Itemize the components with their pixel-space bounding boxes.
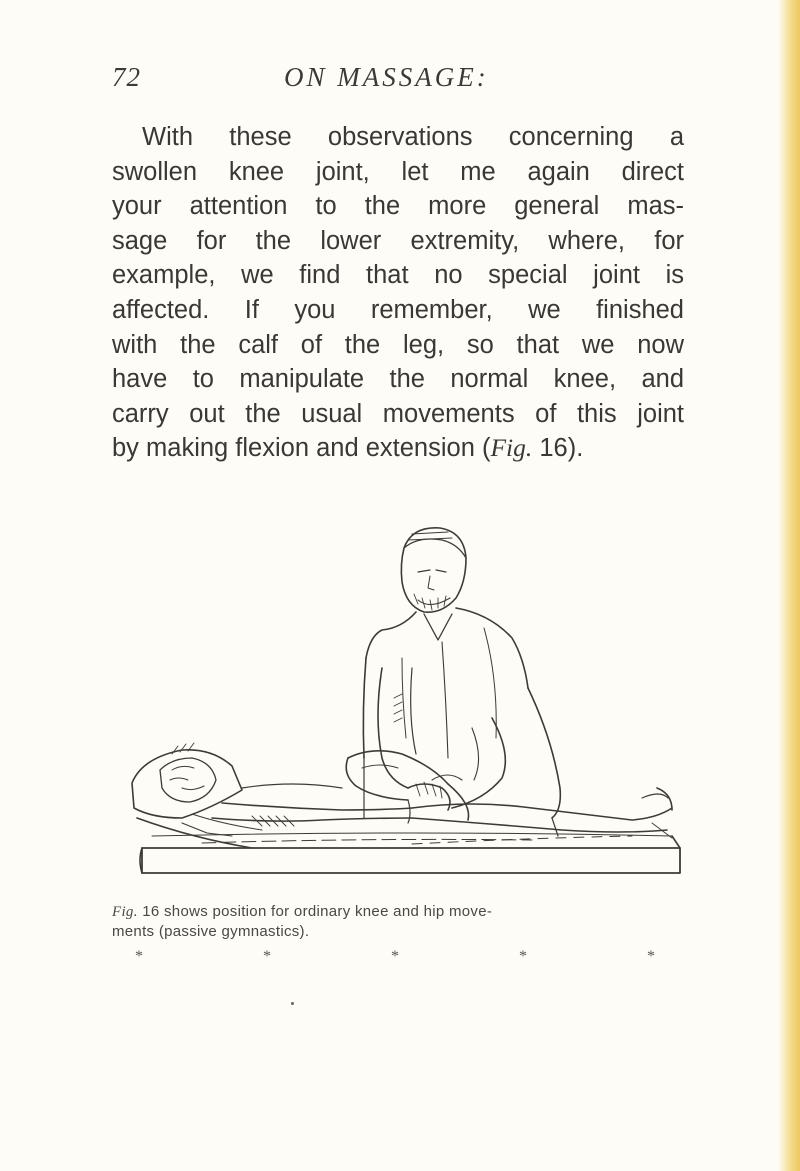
caption-label: Fig. [112, 904, 138, 920]
running-head: ON MASSAGE: [284, 62, 489, 92]
page-number: 72 [112, 62, 141, 92]
body-paragraph [112, 120, 684, 466]
text-line: have to manipulate the normal knee, and [112, 365, 684, 394]
star-icon: * [647, 948, 655, 965]
star-icon: * [519, 948, 527, 965]
text-line: swollen knee joint, let me again direct [112, 157, 684, 186]
text-line: carry out the usual movements of this joint [112, 399, 684, 428]
text-line: your attention to the more general mas- [112, 192, 684, 221]
text-line: affected. If you remember, we finished [112, 295, 684, 324]
ink-dot [291, 1002, 294, 1005]
section-break-stars [135, 948, 655, 966]
star-icon: * [263, 948, 271, 965]
text-line: sage for the lower extremity, where, for [112, 226, 684, 255]
page-header [112, 62, 672, 102]
text-line-start: by making flexion and extension ( [112, 434, 491, 463]
star-icon: * [135, 948, 143, 965]
figure-caption [112, 902, 687, 941]
massage-illustration [112, 518, 687, 893]
figure-reference: Fig. [490, 433, 533, 463]
figure-reference-number: 16). [532, 434, 584, 463]
caption-text: 16 shows position for ordinary knee and hip move- [137, 903, 493, 920]
text-line: With these observations concerning a [142, 123, 684, 151]
text-line-last [112, 431, 684, 466]
star-icon: * [391, 948, 399, 965]
text-line: example, we find that no special joint is [112, 261, 684, 290]
text-line: with the calf of the leg, so that we now [112, 330, 684, 359]
caption-line [112, 902, 687, 922]
page-edge-stain [778, 0, 800, 1171]
massage-illustration-icon [112, 518, 687, 893]
caption-line: ments (passive gymnastics). [112, 923, 310, 940]
